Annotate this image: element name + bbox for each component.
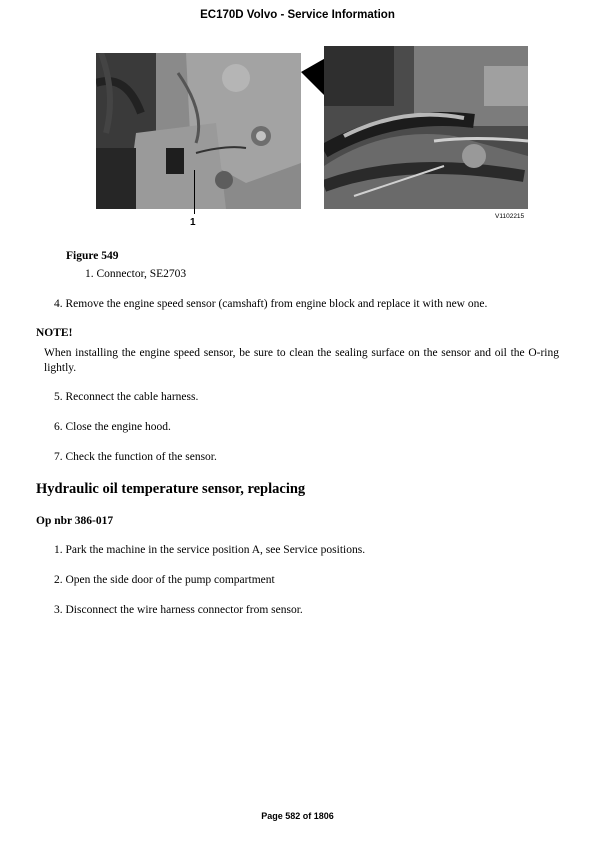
figure-549 (95, 46, 535, 236)
note-text: When installing the engine speed sensor, be sure to clean the sealing surface on the sensor and oil the O-ring lightly. (44, 347, 559, 374)
section-step-2: 2. Open the side door of the pump compartment (54, 574, 275, 586)
figure-legend-item: 1. Connector, SE2703 (85, 268, 187, 280)
engine-photo-overview (96, 53, 301, 209)
figure-caption: Figure 549 (66, 250, 119, 262)
figure-code: V1102215 (495, 213, 525, 220)
section-title: Hydraulic oil temperature sensor, replacing (36, 481, 306, 497)
operation-number: Op nbr 386-017 (36, 515, 114, 527)
step-7: 7. Check the function of the sensor. (54, 451, 217, 463)
section-step-3: 3. Disconnect the wire harness connector from sensor. (54, 604, 303, 616)
callout-leader-line (194, 170, 195, 214)
section-step-1: 1. Park the machine in the service position A, see Service positions. (54, 544, 366, 556)
note-heading: NOTE! (36, 327, 73, 339)
page-number: Page 582 of 1806 (261, 811, 334, 821)
engine-photo-detail (324, 46, 528, 209)
step-6: 6. Close the engine hood. (54, 421, 171, 433)
step-4: 4. Remove the engine speed sensor (camshaft) from engine block and replace it with new one. (54, 298, 488, 310)
callout-number: 1 (190, 217, 196, 228)
step-5: 5. Reconnect the cable harness. (54, 391, 199, 403)
document-title: EC170D Volvo - Service Information (200, 9, 395, 21)
